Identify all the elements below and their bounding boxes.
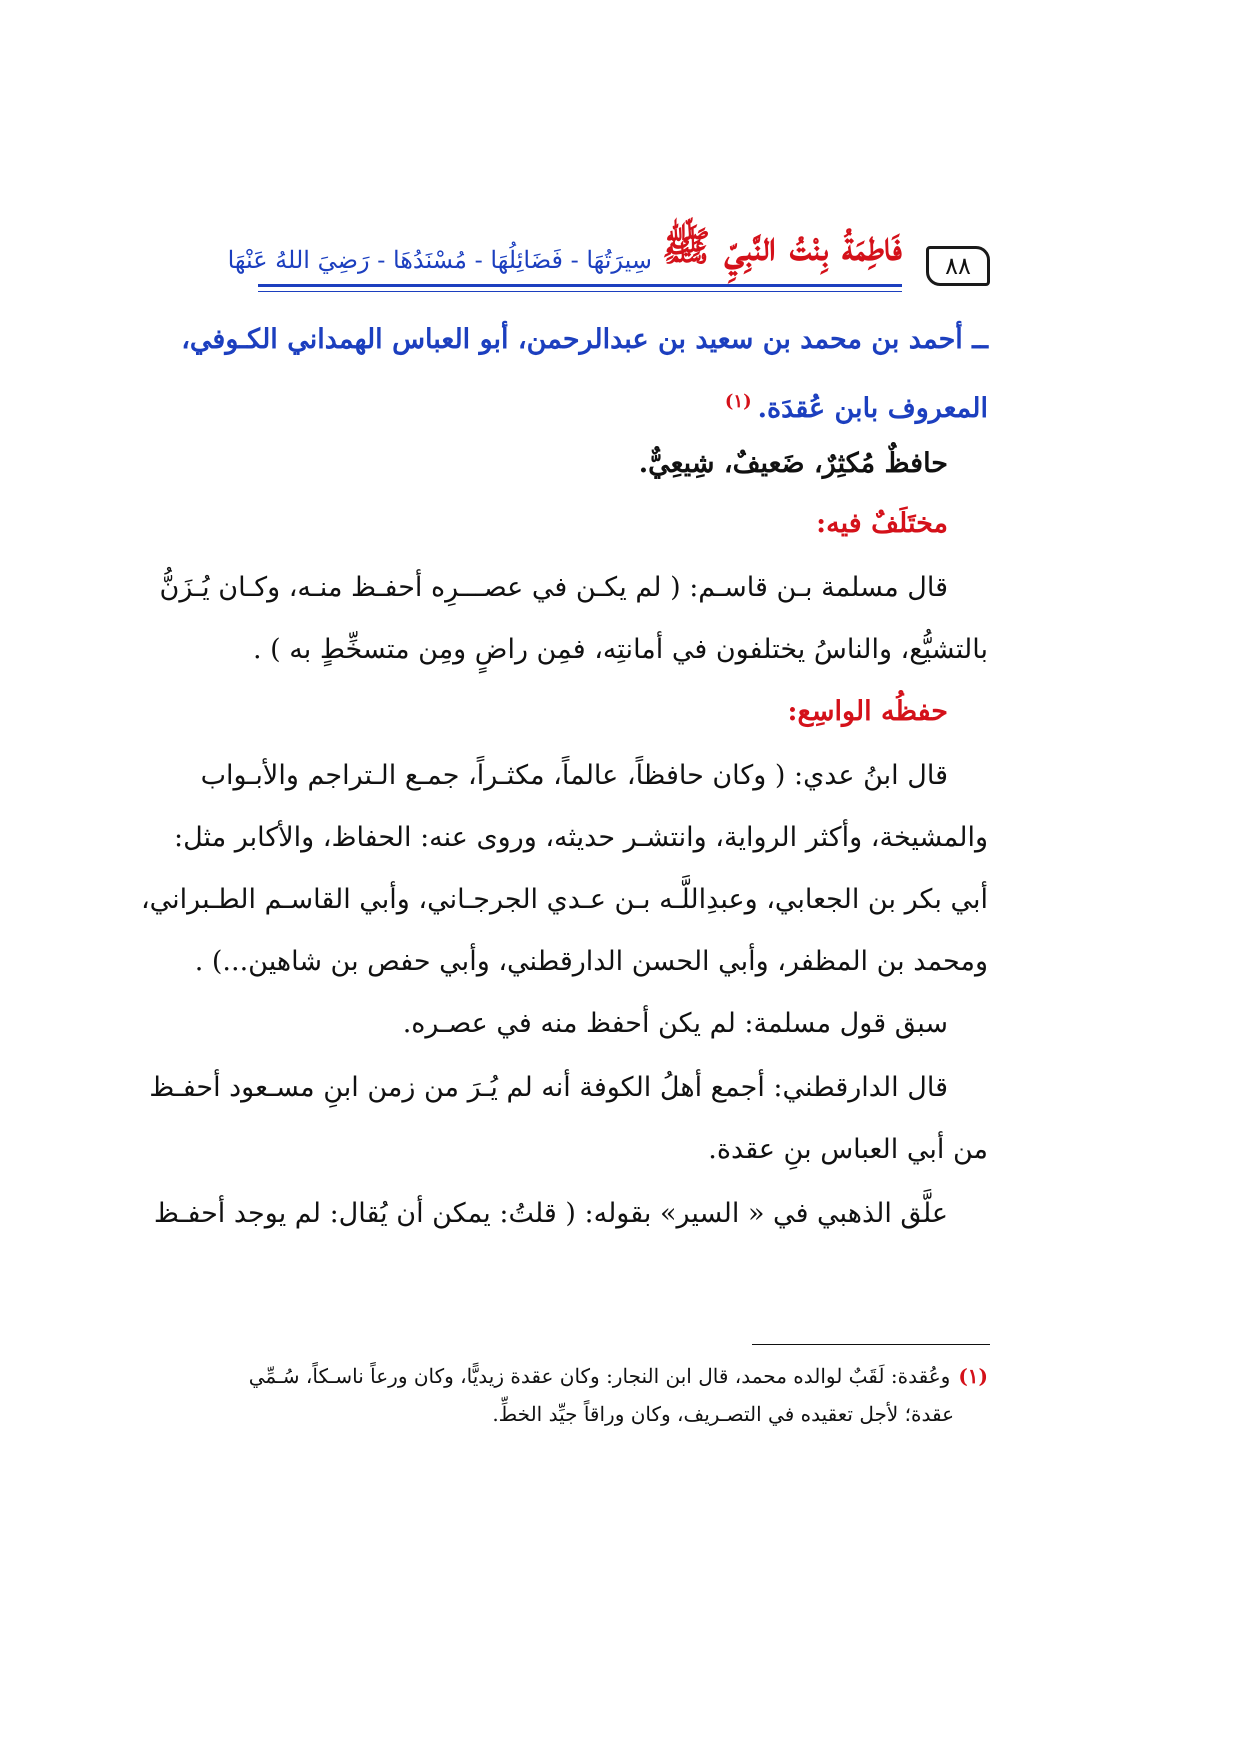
entry-heading-name: المعروف بابن عُقدَة. — [757, 393, 988, 424]
header-rule-thin — [258, 291, 902, 292]
paragraph-line: من أبي العباس بنِ عقدة. — [708, 1134, 988, 1165]
running-title — [227, 210, 902, 280]
paragraph-line: ومحمد بن المظفر، وأبي الحسن الدارقطني، وأبي حفص بن شاهين...) . — [194, 946, 988, 977]
paragraph-line: سبق قول مسلمة: لم يكن أحفظ منه في عصـره. — [402, 1008, 948, 1039]
section-title-mukhtalaf: مختَلَفٌ فيه: — [816, 508, 948, 539]
book-title: فَاطِمَةُ بِنْتُ النَّبِيِّ ﷺ — [662, 223, 902, 270]
page-number: ٨٨ — [945, 252, 971, 280]
book-subtitle: سِيرَتُهَا - فَضَائِلُهَا - مُسْنَدُهَا - رَضِيَ اللهُ عَنْهَا — [227, 246, 652, 274]
entry-heading-line2 — [260, 382, 988, 429]
paragraph-line: قال مسلمة بـن قاسـم: ( لم يكـن في عصـــرِه أحفـظ منـه، وكـان يُـزَنُّ — [159, 572, 948, 603]
entry-verdict: حافظٌ مُكثِرٌ، ضَعيفٌ، شِيعِيٌّ. — [638, 448, 948, 479]
footnote-ref[interactable]: (١) — [724, 391, 752, 412]
paragraph-line: أبي بكر بن الجعابي، وعبدِاللَّـه بـن عـدي الجرجـاني، وأبي القاسـم الطـبراني، — [140, 884, 988, 915]
paragraph-line: علَّق الذهبي في « السير» بقوله: ( قلتُ: يمكن أن يُقال: لم يوجد أحفـظ — [153, 1198, 948, 1229]
footnote-number: (١) — [958, 1364, 988, 1388]
section-title-hifz: حفظُه الواسِع: — [787, 696, 948, 727]
paragraph-line: قال الدارقطني: أجمع أهلُ الكوفة أنه لم يُـرَ من زمن ابنِ مسـعود أحفـظ — [149, 1072, 948, 1103]
page-header — [227, 180, 990, 296]
paragraph-line: والمشيخة، وأكثر الرواية، وانتشـر حديثه، وروى عنه: الحفاظ، والأكابر مثل: — [174, 822, 988, 853]
footnote-line1 — [248, 1360, 988, 1392]
page-number-box — [926, 246, 990, 286]
paragraph-line: قال ابنُ عدي: ( وكان حافظاً، عالماً، مكثـراً، جمـع الـتراجم والأبـواب — [200, 760, 948, 791]
footnote-line2: عقدة؛ لأجل تعقيده في التصـريف، وكان وراقاً جيِّد الخطِّ. — [492, 1402, 954, 1426]
entry-heading-line1: ــ أحمد بن محمد بن سعيد بن عبدالرحمن، أبو العباس الهمداني الكـوفي، — [181, 324, 988, 355]
header-rule-thick — [258, 284, 902, 287]
footnote-separator — [752, 1344, 990, 1345]
footnote-text: وعُقدة: لَقَبٌ لوالده محمد، قال ابن النجار: وكان عقدة زيديًّا، وكان ورعاً ناسـكاً، سُـمِّي — [248, 1364, 951, 1388]
paragraph-line: بالتشيُّع، والناسُ يختلفون في أمانتِه، فمِن راضٍ ومِن متسخِّطٍ به ) . — [252, 634, 988, 665]
